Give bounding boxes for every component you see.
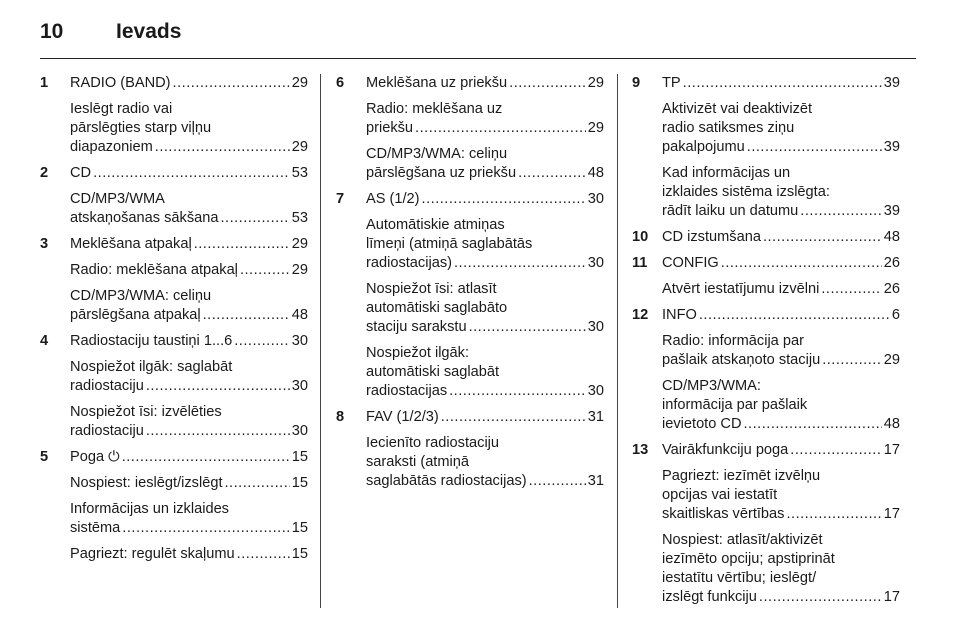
dot-leader xyxy=(93,164,290,183)
entry-line xyxy=(366,363,604,382)
entry-line xyxy=(366,434,604,453)
index-entry xyxy=(632,74,900,93)
entry-text: radiostaciju xyxy=(70,423,144,439)
entry-text: Nospiest: ieslēgt/izslēgt xyxy=(70,475,223,491)
entry-text: Iecienīto radiostaciju xyxy=(366,435,500,451)
column-divider xyxy=(617,74,618,608)
page-reference: 15 xyxy=(291,520,308,536)
dot-leader xyxy=(821,280,881,299)
entry-text: pārslēgšana atpakaļ xyxy=(70,307,201,323)
entry-text: Radiostaciju taustiņi 1...6 xyxy=(70,333,233,349)
entry-text: izklaides sistēma izslēgta: xyxy=(662,184,830,200)
page-reference: 30 xyxy=(291,333,308,349)
page-reference: 53 xyxy=(291,210,308,226)
entry-text: CD/MP3/WMA xyxy=(70,191,165,207)
entry-line xyxy=(70,500,308,519)
page-reference: 30 xyxy=(587,383,604,399)
entry-text: Kad informācijas un xyxy=(662,165,791,181)
dot-leader xyxy=(469,318,586,337)
index-subentry xyxy=(632,377,900,434)
index-subentry xyxy=(336,216,604,273)
index-entry xyxy=(336,74,604,93)
page-reference: 39 xyxy=(883,203,900,219)
dot-leader xyxy=(721,254,882,273)
index-subentry xyxy=(40,287,308,325)
entry-text: izslēgt funkciju xyxy=(662,589,757,605)
index-entry xyxy=(40,74,308,93)
entry-line xyxy=(70,422,308,441)
entry-number: 7 xyxy=(336,191,345,207)
page-reference: 48 xyxy=(883,416,900,432)
entry-number: 2 xyxy=(40,165,49,181)
index-subentry xyxy=(632,100,900,157)
index-subentry xyxy=(336,434,604,491)
dot-leader xyxy=(122,519,289,538)
entry-text: Radio: meklēšana atpakaļ xyxy=(70,262,238,278)
page-reference: 39 xyxy=(883,75,900,91)
index-entry xyxy=(632,441,900,460)
entry-text: līmeņi (atmiņā saglabātās xyxy=(366,236,533,252)
entry-number: 10 xyxy=(632,229,649,245)
dot-leader xyxy=(747,138,882,157)
entry-line xyxy=(662,138,900,157)
entry-line xyxy=(70,332,308,351)
entry-line xyxy=(70,377,308,396)
entry-text: Ieslēgt radio vai xyxy=(70,101,173,117)
dot-leader xyxy=(237,545,290,564)
entry-line xyxy=(70,519,308,538)
dot-leader xyxy=(449,382,586,401)
page-reference: 30 xyxy=(587,191,604,207)
entry-line xyxy=(662,377,900,396)
entry-text: rādīt laiku un datumu xyxy=(662,203,799,219)
dot-leader xyxy=(122,448,290,467)
entry-line xyxy=(662,74,900,93)
entry-line xyxy=(70,261,308,280)
page-reference: 26 xyxy=(883,281,900,297)
page-header xyxy=(40,18,916,52)
dot-leader xyxy=(699,306,890,325)
index-subentry xyxy=(632,280,900,299)
entry-line xyxy=(662,486,900,505)
entry-text: pārslēgšana uz priekšu xyxy=(366,165,517,181)
entry-line xyxy=(366,382,604,401)
page-reference: 17 xyxy=(883,589,900,605)
entry-number: 4 xyxy=(40,333,49,349)
entry-text: INFO xyxy=(662,307,697,323)
entry-line xyxy=(366,100,604,119)
entry-line xyxy=(70,474,308,493)
entry-line xyxy=(70,448,308,467)
entry-text: pašlaik atskaņoto staciju xyxy=(662,352,821,368)
entry-line xyxy=(662,228,900,247)
dot-leader xyxy=(822,351,882,370)
entry-text: CD xyxy=(70,165,92,181)
dot-leader xyxy=(240,261,290,280)
entry-line xyxy=(366,145,604,164)
entry-line xyxy=(662,164,900,183)
entry-number: 8 xyxy=(336,409,345,425)
entry-text: Meklēšana atpakaļ xyxy=(70,236,192,252)
entry-line xyxy=(366,235,604,254)
entry-line xyxy=(70,100,308,119)
entry-line xyxy=(662,441,900,460)
entry-line xyxy=(70,358,308,377)
index-column-2 xyxy=(336,74,604,491)
index-entry xyxy=(40,448,308,467)
index-subentry xyxy=(40,261,308,280)
entry-line xyxy=(366,254,604,273)
entry-line xyxy=(70,306,308,325)
index-subentry xyxy=(632,332,900,370)
entry-line xyxy=(662,119,900,138)
index-subentry xyxy=(632,164,900,221)
entry-line xyxy=(662,396,900,415)
entry-text: CONFIG xyxy=(662,255,719,271)
entry-line xyxy=(662,505,900,524)
entry-line xyxy=(366,344,604,363)
entry-line xyxy=(366,472,604,491)
entry-line xyxy=(70,74,308,93)
entry-text: Automātiskie atmiņas xyxy=(366,217,505,233)
page-reference: 17 xyxy=(883,506,900,522)
index-subentry xyxy=(40,190,308,228)
index-entry xyxy=(40,164,308,183)
entry-text: Meklēšana uz priekšu xyxy=(366,75,508,91)
entry-text: Pagriezt: regulēt skaļumu xyxy=(70,546,235,562)
entry-line xyxy=(662,202,900,221)
entry-text: automātiski saglabāt xyxy=(366,364,500,380)
dot-leader xyxy=(146,422,290,441)
index-column-3 xyxy=(632,74,900,607)
entry-text: pakalpojumu xyxy=(662,139,745,155)
page-reference: 30 xyxy=(291,423,308,439)
entry-line xyxy=(662,100,900,119)
dot-leader xyxy=(146,377,290,396)
dot-leader xyxy=(509,74,586,93)
entry-number: 1 xyxy=(40,75,49,91)
entry-number: 12 xyxy=(632,307,649,323)
entry-text: ievietoto CD xyxy=(662,416,742,432)
entry-text: Nospiežot īsi: atlasīt xyxy=(366,281,497,297)
page-reference: 48 xyxy=(587,165,604,181)
entry-text: Aktivizēt vai deaktivizēt xyxy=(662,101,813,117)
page-reference: 15 xyxy=(291,546,308,562)
entry-line xyxy=(662,351,900,370)
page-number: 10 xyxy=(40,20,64,43)
entry-line xyxy=(662,569,900,588)
dot-leader xyxy=(683,74,882,93)
entry-number: 6 xyxy=(336,75,345,91)
page-reference: 48 xyxy=(883,229,900,245)
entry-line xyxy=(70,235,308,254)
entry-line xyxy=(662,183,900,202)
entry-line xyxy=(366,299,604,318)
page-reference: 30 xyxy=(587,255,604,271)
page-reference: 29 xyxy=(291,236,308,252)
entry-line xyxy=(366,318,604,337)
entry-text: radio satiksmes ziņu xyxy=(662,120,795,136)
dot-leader xyxy=(529,472,586,491)
index-subentry xyxy=(632,531,900,607)
entry-text: Informācijas un izklaides xyxy=(70,501,229,517)
index-subentry xyxy=(336,280,604,337)
page-reference: 15 xyxy=(291,449,308,465)
entry-text: saglabātās radiostacijas) xyxy=(366,473,527,489)
page-title: Ievads xyxy=(116,20,182,43)
page-reference: 53 xyxy=(291,165,308,181)
entry-text: Vairākfunkciju poga xyxy=(662,442,789,458)
dot-leader xyxy=(194,235,290,254)
dot-leader xyxy=(786,505,881,524)
dot-leader xyxy=(234,332,290,351)
page-reference: 29 xyxy=(291,75,308,91)
entry-text: CD/MP3/WMA: celiņu xyxy=(70,288,212,304)
entry-text: Nospiežot ilgāk: saglabāt xyxy=(70,359,233,375)
entry-line xyxy=(366,280,604,299)
entry-number: 5 xyxy=(40,449,49,465)
dot-leader xyxy=(763,228,882,247)
entry-text: Atvērt iestatījumu izvēlni xyxy=(662,281,820,297)
entry-text: staciju sarakstu xyxy=(366,319,467,335)
entry-number: 11 xyxy=(632,255,648,271)
entry-line xyxy=(366,453,604,472)
dot-leader xyxy=(422,190,586,209)
index-subentry xyxy=(40,474,308,493)
entry-text: Nospiežot īsi: izvēlēties xyxy=(70,404,222,420)
entry-line xyxy=(70,545,308,564)
dot-leader xyxy=(441,408,586,427)
entry-line xyxy=(70,287,308,306)
page-reference: 31 xyxy=(587,409,604,425)
entry-text: Nospiest: atlasīt/aktivizēt xyxy=(662,532,823,548)
entry-text: Pagriezt: iezīmēt izvēlņu xyxy=(662,468,821,484)
index-subentry xyxy=(40,500,308,538)
entry-text: FAV (1/2/3) xyxy=(366,409,439,425)
dot-leader xyxy=(518,164,586,183)
page-reference: 29 xyxy=(587,120,604,136)
entry-text: radiostaciju xyxy=(70,378,144,394)
index-entry xyxy=(336,408,604,427)
entry-line xyxy=(70,209,308,228)
entry-line xyxy=(662,467,900,486)
entry-text: Radio: meklēšana uz xyxy=(366,101,503,117)
index-subentry xyxy=(336,100,604,138)
entry-line xyxy=(662,332,900,351)
dot-leader xyxy=(225,474,290,493)
index-entry xyxy=(632,228,900,247)
index-entry xyxy=(632,306,900,325)
index-entry xyxy=(40,235,308,254)
header-rule xyxy=(40,58,916,59)
page-reference: 17 xyxy=(883,442,900,458)
entry-text: saraksti (atmiņā xyxy=(366,454,469,470)
entry-text: CD/MP3/WMA: xyxy=(662,378,761,394)
entry-line xyxy=(662,550,900,569)
page-reference: 29 xyxy=(291,262,308,278)
page-reference: 6 xyxy=(891,307,900,323)
index-subentry xyxy=(336,344,604,401)
index-column-1 xyxy=(40,74,308,564)
page-reference: 29 xyxy=(883,352,900,368)
page-reference: 30 xyxy=(291,378,308,394)
entry-text: sistēma xyxy=(70,520,121,536)
entry-number: 13 xyxy=(632,442,649,458)
entry-line xyxy=(662,280,900,299)
page-reference: 29 xyxy=(291,139,308,155)
entry-line xyxy=(662,588,900,607)
entry-text: radiostacijas xyxy=(366,383,448,399)
entry-line xyxy=(662,415,900,434)
dot-leader xyxy=(454,254,586,273)
index-entry xyxy=(336,190,604,209)
page-reference: 15 xyxy=(291,475,308,491)
entry-text: Poga ⏻ xyxy=(70,449,120,465)
page-reference: 48 xyxy=(291,307,308,323)
dot-leader xyxy=(415,119,586,138)
entry-number: 3 xyxy=(40,236,49,252)
column-divider xyxy=(320,74,321,608)
entry-line xyxy=(662,254,900,273)
entry-text: Radio: informācija par xyxy=(662,333,804,349)
entry-line xyxy=(366,216,604,235)
entry-line xyxy=(366,74,604,93)
entry-text: CD izstumšana xyxy=(662,229,761,245)
dot-leader xyxy=(155,138,290,157)
index-subentry xyxy=(632,467,900,524)
entry-line xyxy=(70,164,308,183)
index-subentry xyxy=(40,403,308,441)
dot-leader xyxy=(744,415,882,434)
entry-text: pārslēgties starp viļņu xyxy=(70,120,212,136)
entry-text: radiostacijas) xyxy=(366,255,452,271)
page-reference: 29 xyxy=(587,75,604,91)
dot-leader xyxy=(220,209,289,228)
page-reference: 31 xyxy=(587,473,604,489)
index-subentry xyxy=(40,358,308,396)
index-entry xyxy=(40,332,308,351)
entry-text: iezīmēto opciju; apstiprināt xyxy=(662,551,835,567)
entry-text: Nospiežot ilgāk: xyxy=(366,345,470,361)
entry-text: skaitliskas vērtības xyxy=(662,506,785,522)
entry-text: priekšu xyxy=(366,120,414,136)
entry-text: RADIO (BAND) xyxy=(70,75,171,91)
entry-line xyxy=(366,119,604,138)
entry-line xyxy=(70,119,308,138)
entry-text: iestatītu vērtību; ieslēgt/ xyxy=(662,570,817,586)
entry-line xyxy=(366,408,604,427)
entry-line xyxy=(70,403,308,422)
entry-line xyxy=(662,531,900,550)
page-reference: 26 xyxy=(883,255,900,271)
entry-line xyxy=(662,306,900,325)
page-reference: 30 xyxy=(587,319,604,335)
dot-leader xyxy=(203,306,290,325)
entry-text: AS (1/2) xyxy=(366,191,420,207)
index-subentry xyxy=(336,145,604,183)
entry-text: TP xyxy=(662,75,681,91)
dot-leader xyxy=(800,202,881,221)
entry-text: opcijas vai iestatīt xyxy=(662,487,778,503)
index-subentry xyxy=(40,100,308,157)
entry-text: atskaņošanas sākšana xyxy=(70,210,219,226)
entry-line xyxy=(70,138,308,157)
entry-text: CD/MP3/WMA: celiņu xyxy=(366,146,508,162)
entry-text: informācija par pašlaik xyxy=(662,397,808,413)
entry-line xyxy=(366,190,604,209)
entry-text: automātiski saglabāto xyxy=(366,300,508,316)
dot-leader xyxy=(790,441,881,460)
page-reference: 39 xyxy=(883,139,900,155)
entry-text: diapazoniem xyxy=(70,139,153,155)
index-subentry xyxy=(40,545,308,564)
entry-line xyxy=(70,190,308,209)
index-entry xyxy=(632,254,900,273)
entry-number: 9 xyxy=(632,75,641,91)
dot-leader xyxy=(759,588,882,607)
entry-line xyxy=(366,164,604,183)
dot-leader xyxy=(173,74,290,93)
